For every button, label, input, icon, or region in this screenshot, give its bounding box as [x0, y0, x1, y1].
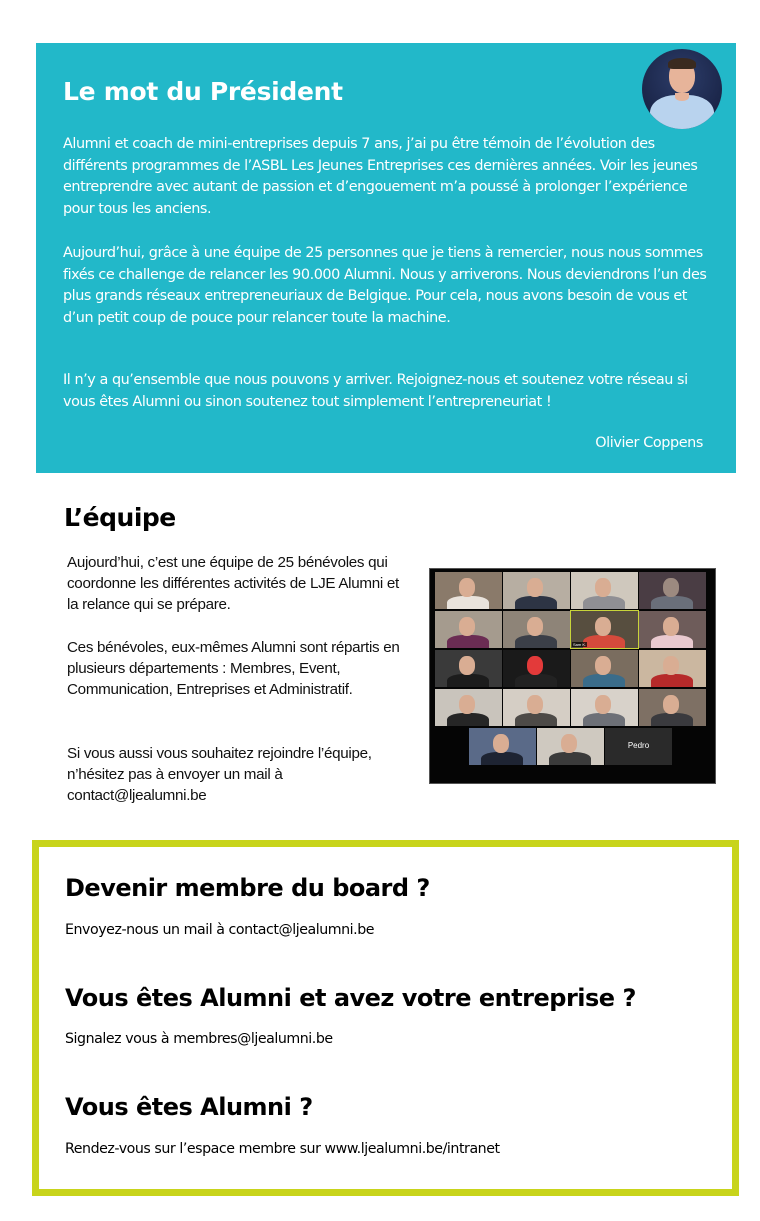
video-tile — [503, 689, 570, 726]
team-title: L’équipe — [64, 503, 176, 532]
video-tile — [639, 689, 706, 726]
video-tile — [435, 572, 502, 609]
president-paragraph-3: Il n’y a qu’ensemble que nous pouvons y arriver. Rejoignez-nous et soutenez votre réseau si vous êtes Alumni ou sinon soutenez tout simplement l’entrepreneuriat ! — [63, 372, 688, 410]
cta-text-alumni: Rendez-vous sur l’espace membre sur www.ljealumni.be/intranet — [65, 1141, 500, 1157]
video-tile — [639, 611, 706, 648]
team-paragraph-2: Ces bénévoles, eux-mêmes Alumni sont répartis en plusieurs départements : Membres, Event, Communication, Entreprises et Administratif. — [67, 639, 400, 698]
participant-name-label: Sam K. — [573, 642, 587, 647]
president-avatar — [642, 49, 722, 129]
video-tile-active-speaker — [571, 611, 638, 648]
video-tile — [571, 572, 638, 609]
video-tile — [503, 611, 570, 648]
team-paragraph-3: Si vous aussi vous souhaitez rejoindre l’équipe, n’hésitez pas à envoyer un mail à contact@ljealumni.be — [67, 745, 372, 804]
team-paragraph-1: Aujourd’hui, c’est une équipe de 25 bénévoles qui coordonne les différentes activités de LJE Alumni et la relance qui se prépare. — [67, 554, 399, 613]
video-tile — [639, 572, 706, 609]
avatar-neck — [675, 93, 689, 101]
team-video-call-photo — [429, 568, 716, 784]
president-paragraph-2: Aujourd’hui, grâce à une équipe de 25 personnes que je tiens à remercier, nous nous sommes fixés ce challenge de relancer les 90.000 Alumni. Nous y arriverons. Nous deviendrons l’un des plus grands réseaux entrepreneuriaux de Belgique. Pour cela, nous avons besoin de vous et d’un petit coup de pouce pour relancer toute la machine. — [63, 245, 707, 326]
cta-text-board: Envoyez-nous un mail à contact@ljealumni.be — [65, 922, 375, 938]
participant-name: Pedro — [627, 741, 650, 750]
video-tile — [469, 728, 536, 765]
avatar-hair — [668, 58, 696, 69]
president-signature: Olivier Coppens — [595, 435, 703, 451]
video-tile — [503, 650, 570, 687]
video-tile — [571, 650, 638, 687]
president-section — [36, 43, 736, 473]
president-paragraph-1: Alumni et coach de mini-entreprises depuis 7 ans, j’ai pu être témoin de l’évolution des différents programmes de l’ASBL Les Jeunes Entreprises ces dernières années. Voir les jeunes entreprendre avec autant de passion et d’engouement m’a poussé à prolonger l’expérience pour tous les anciens. — [63, 136, 698, 217]
video-tile-camera-off — [605, 728, 672, 765]
cta-heading-board: Devenir membre du board ? — [65, 874, 430, 902]
video-tile — [435, 689, 502, 726]
cta-heading-business: Vous êtes Alumni et avez votre entreprise ? — [65, 984, 636, 1012]
president-title: Le mot du Président — [63, 77, 343, 106]
video-tile — [435, 650, 502, 687]
video-tile — [639, 650, 706, 687]
call-to-action-box — [32, 840, 739, 1196]
video-tile — [435, 611, 502, 648]
video-tile — [503, 572, 570, 609]
video-tile — [537, 728, 604, 765]
cta-heading-alumni: Vous êtes Alumni ? — [65, 1093, 313, 1121]
video-tile — [571, 689, 638, 726]
cta-text-business: Signalez vous à membres@ljealumni.be — [65, 1031, 333, 1047]
